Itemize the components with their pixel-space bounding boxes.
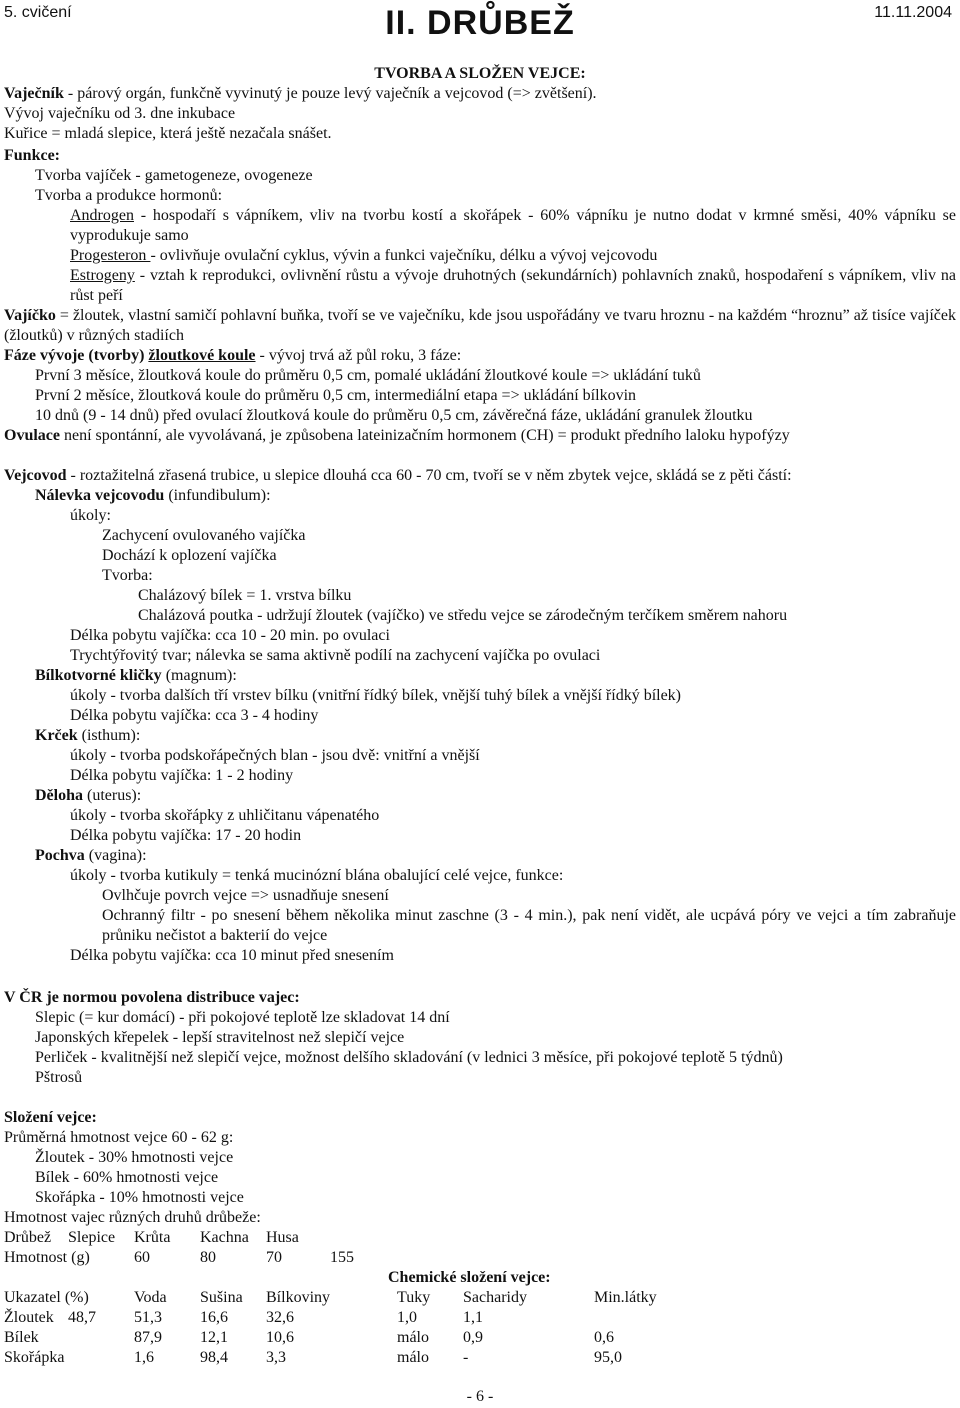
weights-header-cell: Krůta bbox=[134, 1229, 171, 1246]
funkce-heading: Funkce: bbox=[4, 147, 60, 164]
chem-cell: Bílek bbox=[4, 1329, 39, 1346]
pochva-funkce-2: Ochranný filtr - po snesení během několika minut zaschne (3 - 4 min.), pak není vidět, ale ucpává póry ve vejci a tím zabraňuje průniku nečistot a bakterií do vejce bbox=[102, 907, 956, 944]
chem-header-cell: Sacharidy bbox=[463, 1289, 527, 1306]
isthmus-heading: Krček (isthum): bbox=[35, 727, 141, 744]
chem-cell: málo bbox=[397, 1329, 429, 1346]
kurice-line: Kuřice = mladá slepice, která ještě nezačala snášet. bbox=[4, 125, 332, 142]
page-number: - 6 - bbox=[466, 1388, 494, 1405]
funkce-line2: Tvorba a produkce hormonů: bbox=[35, 187, 223, 204]
chem-cell: Skořápka bbox=[4, 1349, 65, 1366]
chem-cell: 12,1 bbox=[200, 1329, 228, 1346]
slozeni-item: Bílek - 60% hmotnosti vejce bbox=[35, 1169, 219, 1186]
chem-cell: 87,9 bbox=[134, 1329, 162, 1346]
magnum-ukoly: úkoly - tvorba dalších tří vrstev bílku (vnitřní řídký bílek, vnější tuhý bílek a vnější řídký bílek) bbox=[70, 687, 682, 704]
slozeni-heading: Složení vejce: bbox=[4, 1109, 97, 1126]
vajecnik-line: Vaječník - párový orgán, funkčně vyvinutý je pouze levý vaječník a vejcovod (=> zvětšení). bbox=[4, 85, 597, 102]
uterus-ukoly: úkoly - tvorba skořápky z uhličitanu vápenatého bbox=[70, 807, 380, 824]
magnum-delka: Délka pobytu vajíčka: cca 3 - 4 hodiny bbox=[70, 707, 319, 724]
ovulace-line: Ovulace není spontánní, ale vyvolávaná, je způsobena lateinizačním hormonem (CH) = produkt předního laloku hypofýzy bbox=[4, 427, 790, 444]
weights-cell: 80 bbox=[200, 1249, 216, 1266]
chem-cell: málo bbox=[397, 1349, 429, 1366]
androgen-paragraph: Androgen - hospodaří s vápníkem, vliv na tvorbu kostí a skořápek - 60% vápníku je nutno dodat v krmné směsi, 40% vápníku se vyprodukuje samo bbox=[70, 207, 956, 244]
chem-cell: 98,4 bbox=[200, 1349, 228, 1366]
uterus-delka: Délka pobytu vajíčka: 17 - 20 hodin bbox=[70, 827, 302, 844]
nalevka-tvorba: Tvorba: bbox=[102, 567, 153, 584]
chem-cell: 95,0 bbox=[594, 1349, 622, 1366]
chem-cell: 48,7 bbox=[68, 1309, 96, 1326]
estrogeny-paragraph: Estrogeny - vztah k reprodukci, ovlivnění růstu a vývoje druhotných (sekundárních) pohlavních znaků, hospodaření s vápníkem, vliv na růst peří bbox=[70, 267, 956, 304]
chem-cell: 0,6 bbox=[594, 1329, 614, 1346]
chem-header-cell: Sušina bbox=[200, 1289, 243, 1306]
hmotnost-title: Hmotnost vajec různých druhů drůbeže: bbox=[4, 1209, 261, 1226]
distribuce-item: Perliček - kvalitnější než slepičí vejce, možnost delšího skladování (v lednici 3 měsíce, při pokojové teplotě 5 týdnů) bbox=[35, 1049, 783, 1066]
vyvoj-line: Vývoj vaječníku od 3. dne inkubace bbox=[4, 105, 236, 122]
weights-header-cell: Drůbež bbox=[4, 1229, 52, 1246]
chem-cell: 1,6 bbox=[134, 1349, 154, 1366]
faze-heading: Fáze vývoje (tvorby) žloutkové koule - vývoj trvá až půl roku, 3 fáze: bbox=[4, 347, 462, 364]
chem-title: Chemické složení vejce: bbox=[388, 1269, 551, 1286]
distribuce-item: Pštrosů bbox=[35, 1069, 83, 1086]
chem-header-cell: Tuky bbox=[397, 1289, 431, 1306]
pochva-delka: Délka pobytu vajíčka: cca 10 minut před snesením bbox=[70, 947, 394, 964]
nalevka-ukol-2: Dochází k oplození vajíčka bbox=[102, 547, 277, 564]
pochva-heading: Pochva (vagina): bbox=[35, 847, 147, 864]
weights-header-cell: Husa bbox=[266, 1229, 299, 1246]
faze-item: První 3 měsíce, žloutková koule do průměru 0,5 cm, pomalé ukládání žloutkové koule => ukládání tuků bbox=[35, 367, 701, 384]
slozeni-item: Žloutek - 30% hmotnosti vejce bbox=[35, 1149, 234, 1166]
prumerna-hmotnost: Průměrná hmotnost vejce 60 - 62 g: bbox=[4, 1129, 234, 1146]
faze-item: První 2 měsíce, žloutková koule do průměru 0,5 cm, intermediální etapa => ukládání bílkovin bbox=[35, 387, 637, 404]
nalevka-ukoly: úkoly: bbox=[70, 507, 111, 524]
chem-cell: Žloutek bbox=[4, 1309, 54, 1326]
section-title: TVORBA A SLOŽEN VEJCE: bbox=[374, 65, 586, 82]
chem-header-cell: Bílkoviny bbox=[266, 1289, 331, 1306]
progesteron-line: Progesteron - ovlivňuje ovulační cyklus, vývin a funkci vaječníku, délku a vývoj vejcovodu bbox=[70, 247, 658, 264]
nalevka-heading: Nálevka vejcovodu (infundibulum): bbox=[35, 487, 271, 504]
distribuce-item: Japonských křepelek - lepší stravitelnost než slepičí vejce bbox=[35, 1029, 405, 1046]
slozeni-item: Skořápka - 10% hmotnosti vejce bbox=[35, 1189, 244, 1206]
chem-cell: 1,0 bbox=[397, 1309, 417, 1326]
weights-cell: Hmotnost (g) bbox=[4, 1249, 90, 1266]
nalevka-delka: Délka pobytu vajíčka: cca 10 - 20 min. po ovulaci bbox=[70, 627, 390, 644]
pochva-funkce-1: Ovlhčuje povrch vejce => usnadňuje snesení bbox=[102, 887, 389, 904]
isthmus-ukoly: úkoly - tvorba podskořápečných blan - jsou dvě: vnitřní a vnější bbox=[70, 747, 480, 764]
vejcovod-line: Vejcovod - roztažitelná zřasená trubice, u slepice dlouhá cca 60 - 70 cm, tvoří se v něm zbytek vejce, skládá se z pěti částí: bbox=[4, 467, 792, 484]
nalevka-tvorba-2: Chalázová poutka - udržují žloutek (vajíčko) ve středu vejce se zárodečným terčíkem směrem nahoru bbox=[138, 607, 788, 624]
chem-cell: 51,3 bbox=[134, 1309, 162, 1326]
weights-header-cell: Kachna bbox=[200, 1229, 249, 1246]
weights-cell: 60 bbox=[134, 1249, 150, 1266]
isthmus-delka: Délka pobytu vajíčka: 1 - 2 hodiny bbox=[70, 767, 294, 784]
weights-cell: 70 bbox=[266, 1249, 282, 1266]
chem-cell: 3,3 bbox=[266, 1349, 286, 1366]
chem-cell: 0,9 bbox=[463, 1329, 483, 1346]
weights-header-cell: Slepice bbox=[68, 1229, 116, 1246]
page-title: II. DRŮBEŽ bbox=[385, 4, 575, 42]
chem-cell: 10,6 bbox=[266, 1329, 294, 1346]
magnum-heading: Bílkotvorné kličky (magnum): bbox=[35, 667, 237, 684]
chem-header-cell: Voda bbox=[134, 1289, 167, 1306]
distribuce-heading: V ČR je normou povolena distribuce vajec: bbox=[4, 989, 300, 1006]
chem-header-cell: Min.látky bbox=[594, 1289, 657, 1306]
uterus-heading: Děloha (uterus): bbox=[35, 787, 142, 804]
nalevka-ukol-1: Zachycení ovulovaného vajíčka bbox=[102, 527, 306, 544]
chem-header-cell: Ukazatel (%) bbox=[4, 1289, 89, 1306]
date-label: 11.11.2004 bbox=[874, 4, 952, 21]
faze-item: 10 dnů (9 - 14 dnů) před ovulací žloutková koule do průměru 0,5 cm, závěrečná fáze, ukládání granulek žloutku bbox=[35, 407, 753, 424]
vajicko-paragraph: Vajíčko = žloutek, vlastní samičí pohlavní buňka, tvoří se ve vaječníku, kde jsou uspořádány ve tvaru hroznu - na každém “hroznu” až tisíce vajíček (žloutků) v různých stadiích bbox=[4, 307, 956, 344]
distribuce-item: Slepic (= kur domácí) - při pokojové teplotě lze skladovat 14 dní bbox=[35, 1009, 450, 1026]
chem-cell: 16,6 bbox=[200, 1309, 228, 1326]
pochva-ukoly: úkoly - tvorba kutikuly = tenká mucinózní blána obalující celé vejce, funkce: bbox=[70, 867, 564, 884]
chem-cell: - bbox=[463, 1349, 469, 1366]
chem-cell: 1,1 bbox=[463, 1309, 483, 1326]
funkce-line1: Tvorba vajíček - gametogeneze, ovogeneze bbox=[35, 167, 313, 184]
nalevka-tvar: Trychtýřovitý tvar; nálevka se sama aktivně podílí na zachycení vajíčka po ovulaci bbox=[70, 647, 601, 664]
nalevka-tvorba-1: Chalázový bílek = 1. vrstva bílku bbox=[138, 587, 352, 604]
chem-cell: 32,6 bbox=[266, 1309, 294, 1326]
exercise-label: 5. cvičení bbox=[4, 4, 72, 21]
weights-cell: 155 bbox=[330, 1249, 354, 1266]
